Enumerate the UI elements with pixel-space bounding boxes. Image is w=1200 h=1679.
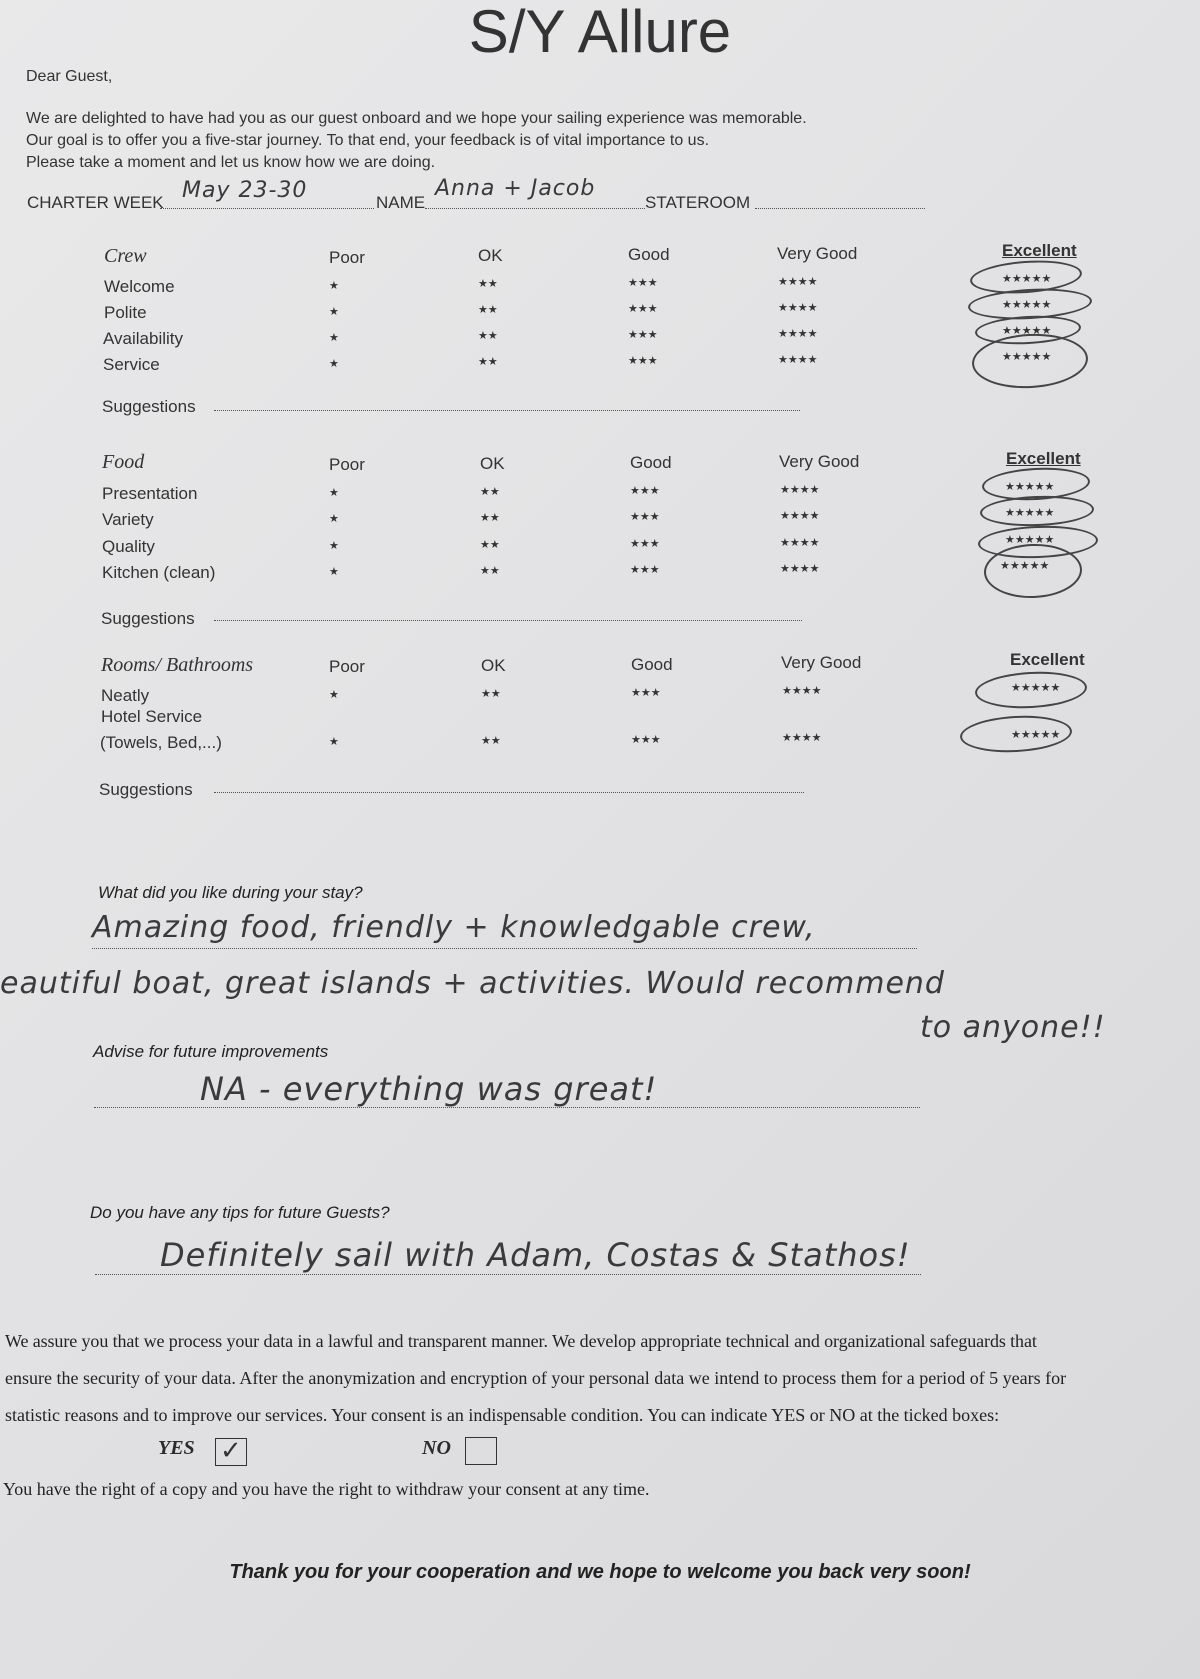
rooms-neatly-rating-2[interactable]: ★★ [481, 688, 501, 700]
form-title: S/Y Allure [468, 0, 732, 65]
rooms-item-hotel-service: Hotel Service [101, 707, 203, 726]
food-kitchen-rating-4[interactable]: ★★★★ [780, 563, 820, 575]
stateroom-field[interactable] [755, 186, 925, 209]
liked-answer-line-1: Amazing food, friendly + knowledgable crew, [92, 910, 816, 945]
rooms-suggestions-label: Suggestions [99, 780, 193, 799]
crew-polite-rating-2[interactable]: ★★ [478, 304, 498, 316]
food-presentation-rating-4[interactable]: ★★★★ [780, 484, 820, 496]
rooms-hotel-rating-5[interactable]: ★★★★★ [1011, 729, 1061, 741]
crew-header-poor: Poor [329, 248, 365, 267]
food-quality-rating-5[interactable]: ★★★★★ [1005, 534, 1055, 546]
food-variety-rating-1[interactable]: ★ [329, 513, 339, 525]
rooms-header-ok: OK [481, 656, 506, 675]
food-quality-rating-2[interactable]: ★★ [480, 539, 500, 551]
rooms-suggestions-field[interactable] [214, 770, 804, 793]
liked-answer-line-2: eautiful boat, great islands + activities. Would recommend [0, 966, 945, 1001]
crew-welcome-rating-1[interactable]: ★ [329, 280, 339, 292]
rooms-hotel-rating-3[interactable]: ★★★ [631, 734, 661, 746]
crew-availability-rating-1[interactable]: ★ [329, 332, 339, 344]
tips-answer: Definitely sail with Adam, Costas & Stathos! [160, 1236, 911, 1274]
consent-line-1: We assure you that we process your data in a lawful and transparent manner. We develop appropriate technical and organizational safeguards that [5, 1331, 1037, 1351]
advise-question: Advise for future improvements [93, 1042, 329, 1061]
rooms-header-excellent: Excellent [1010, 650, 1085, 669]
crew-welcome-rating-5[interactable]: ★★★★★ [1002, 273, 1052, 285]
crew-availability-rating-3[interactable]: ★★★ [628, 329, 658, 341]
consent-yes-label: YES [158, 1437, 195, 1459]
food-header-very-good: Very Good [779, 452, 860, 471]
food-section-title: Food [102, 451, 145, 473]
rooms-header-very-good: Very Good [781, 653, 862, 672]
crew-polite-rating-5[interactable]: ★★★★★ [1002, 299, 1052, 311]
advise-answer: NA - everything was great! [200, 1070, 658, 1108]
crew-item-availability: Availability [103, 329, 184, 348]
rooms-hotel-rating-1[interactable]: ★ [329, 736, 339, 748]
food-kitchen-rating-3[interactable]: ★★★ [630, 564, 660, 576]
crew-welcome-rating-2[interactable]: ★★ [478, 278, 498, 290]
consent-no-label: NO [422, 1437, 451, 1459]
name-label: NAME [376, 193, 426, 212]
rooms-neatly-rating-1[interactable]: ★ [329, 689, 339, 701]
food-header-poor: Poor [329, 455, 365, 474]
crew-item-polite: Polite [104, 303, 147, 322]
charter-week-label: CHARTER WEEK [27, 193, 164, 212]
crew-service-rating-1[interactable]: ★ [329, 358, 339, 370]
food-quality-rating-3[interactable]: ★★★ [630, 538, 660, 550]
crew-header-ok: OK [478, 246, 503, 265]
rooms-item-hotel-service-detail: (Towels, Bed,...) [100, 733, 222, 752]
crew-suggestions-field[interactable] [214, 388, 800, 411]
checkmark-icon: ✓ [220, 1435, 242, 1465]
crew-service-rating-4[interactable]: ★★★★ [778, 354, 818, 366]
food-suggestions-field[interactable] [214, 598, 802, 621]
rooms-hotel-rating-4[interactable]: ★★★★ [782, 732, 822, 744]
charter-week-field[interactable] [160, 178, 374, 209]
rooms-neatly-rating-3[interactable]: ★★★ [631, 687, 661, 699]
food-variety-rating-3[interactable]: ★★★ [630, 511, 660, 523]
food-item-kitchen: Kitchen (clean) [102, 563, 216, 582]
stateroom-label: STATEROOM [645, 193, 751, 212]
crew-polite-rating-1[interactable]: ★ [329, 306, 339, 318]
food-variety-rating-5[interactable]: ★★★★★ [1005, 507, 1055, 519]
rooms-header-poor: Poor [329, 657, 365, 676]
crew-service-rating-5[interactable]: ★★★★★ [1002, 351, 1052, 363]
crew-header-excellent: Excellent [1002, 241, 1077, 260]
crew-header-very-good: Very Good [777, 244, 858, 263]
crew-polite-rating-3[interactable]: ★★★ [628, 303, 658, 315]
crew-item-service: Service [103, 355, 160, 374]
crew-availability-rating-4[interactable]: ★★★★ [778, 328, 818, 340]
rooms-neatly-selection-circle [974, 669, 1088, 711]
rooms-hotel-rating-2[interactable]: ★★ [481, 735, 501, 747]
food-kitchen-rating-5[interactable]: ★★★★★ [1000, 560, 1050, 572]
crew-availability-rating-2[interactable]: ★★ [478, 330, 498, 342]
rooms-header-good: Good [631, 655, 673, 674]
consent-no-checkbox[interactable] [465, 1437, 497, 1465]
food-item-presentation: Presentation [102, 484, 198, 503]
tips-question: Do you have any tips for future Guests? [90, 1203, 390, 1222]
greeting: Dear Guest, [26, 68, 113, 85]
name-field[interactable] [425, 176, 645, 209]
consent-rights: You have the right of a copy and you have the right to withdraw your consent at any time. [3, 1479, 650, 1499]
food-presentation-rating-2[interactable]: ★★ [480, 486, 500, 498]
food-presentation-rating-5[interactable]: ★★★★★ [1005, 481, 1055, 493]
thank-you-message: Thank you for your cooperation and we hope to welcome you back very soon! [229, 1561, 971, 1583]
crew-service-rating-2[interactable]: ★★ [478, 356, 498, 368]
crew-section-title: Crew [104, 245, 147, 267]
crew-header-good: Good [628, 245, 670, 264]
crew-welcome-rating-3[interactable]: ★★★ [628, 277, 658, 289]
food-variety-selection-circle [980, 494, 1095, 528]
food-quality-rating-1[interactable]: ★ [329, 540, 339, 552]
rooms-neatly-rating-4[interactable]: ★★★★ [782, 685, 822, 697]
consent-yes-checkbox[interactable] [215, 1435, 247, 1466]
rooms-neatly-rating-5[interactable]: ★★★★★ [1011, 682, 1061, 694]
food-presentation-rating-1[interactable]: ★ [329, 487, 339, 499]
food-header-ok: OK [480, 454, 505, 473]
food-presentation-rating-3[interactable]: ★★★ [630, 485, 660, 497]
crew-service-rating-3[interactable]: ★★★ [628, 355, 658, 367]
food-kitchen-rating-1[interactable]: ★ [329, 566, 339, 578]
liked-question: What did you like during your stay? [98, 883, 363, 902]
food-variety-rating-2[interactable]: ★★ [480, 512, 500, 524]
rooms-item-neatly: Neatly [101, 686, 150, 705]
crew-polite-rating-4[interactable]: ★★★★ [778, 302, 818, 314]
crew-welcome-rating-4[interactable]: ★★★★ [778, 276, 818, 288]
food-item-quality: Quality [102, 537, 155, 556]
rooms-hotel-selection-circle [959, 713, 1073, 755]
charter-week-value: May 23-30 [182, 178, 308, 203]
intro-line-3: Please take a moment and let us know how we are doing. [26, 154, 436, 171]
food-header-good: Good [630, 453, 672, 472]
intro-line-1: We are delighted to have had you as our guest onboard and we hope your sailing experience was memorable. [26, 110, 807, 127]
food-header-excellent: Excellent [1006, 449, 1081, 468]
consent-line-3: statistic reasons and to improve our services. Your consent is an indispensable condition. You can indicate YES or NO at the ticked boxes: [5, 1405, 1000, 1425]
rooms-section-title: Rooms/ Bathrooms [101, 654, 254, 676]
food-suggestions-label: Suggestions [101, 609, 195, 628]
crew-item-welcome: Welcome [104, 277, 175, 296]
food-quality-rating-4[interactable]: ★★★★ [780, 537, 820, 549]
crew-suggestions-label: Suggestions [102, 397, 196, 416]
consent-line-2: ensure the security of your data. After the anonymization and encryption of your personal data we intend to process them for a period of 5 years for [5, 1368, 1067, 1388]
name-value: Anna + Jacob [435, 176, 596, 201]
intro-line-2: Our goal is to offer you a five-star journey. To that end, your feedback is of vital importance to us. [26, 132, 710, 149]
liked-answer-line-3: to anyone!! [920, 1010, 1106, 1045]
food-variety-rating-4[interactable]: ★★★★ [780, 510, 820, 522]
food-kitchen-rating-2[interactable]: ★★ [480, 565, 500, 577]
crew-availability-rating-5[interactable]: ★★★★★ [1002, 325, 1052, 337]
food-item-variety: Variety [102, 510, 154, 529]
